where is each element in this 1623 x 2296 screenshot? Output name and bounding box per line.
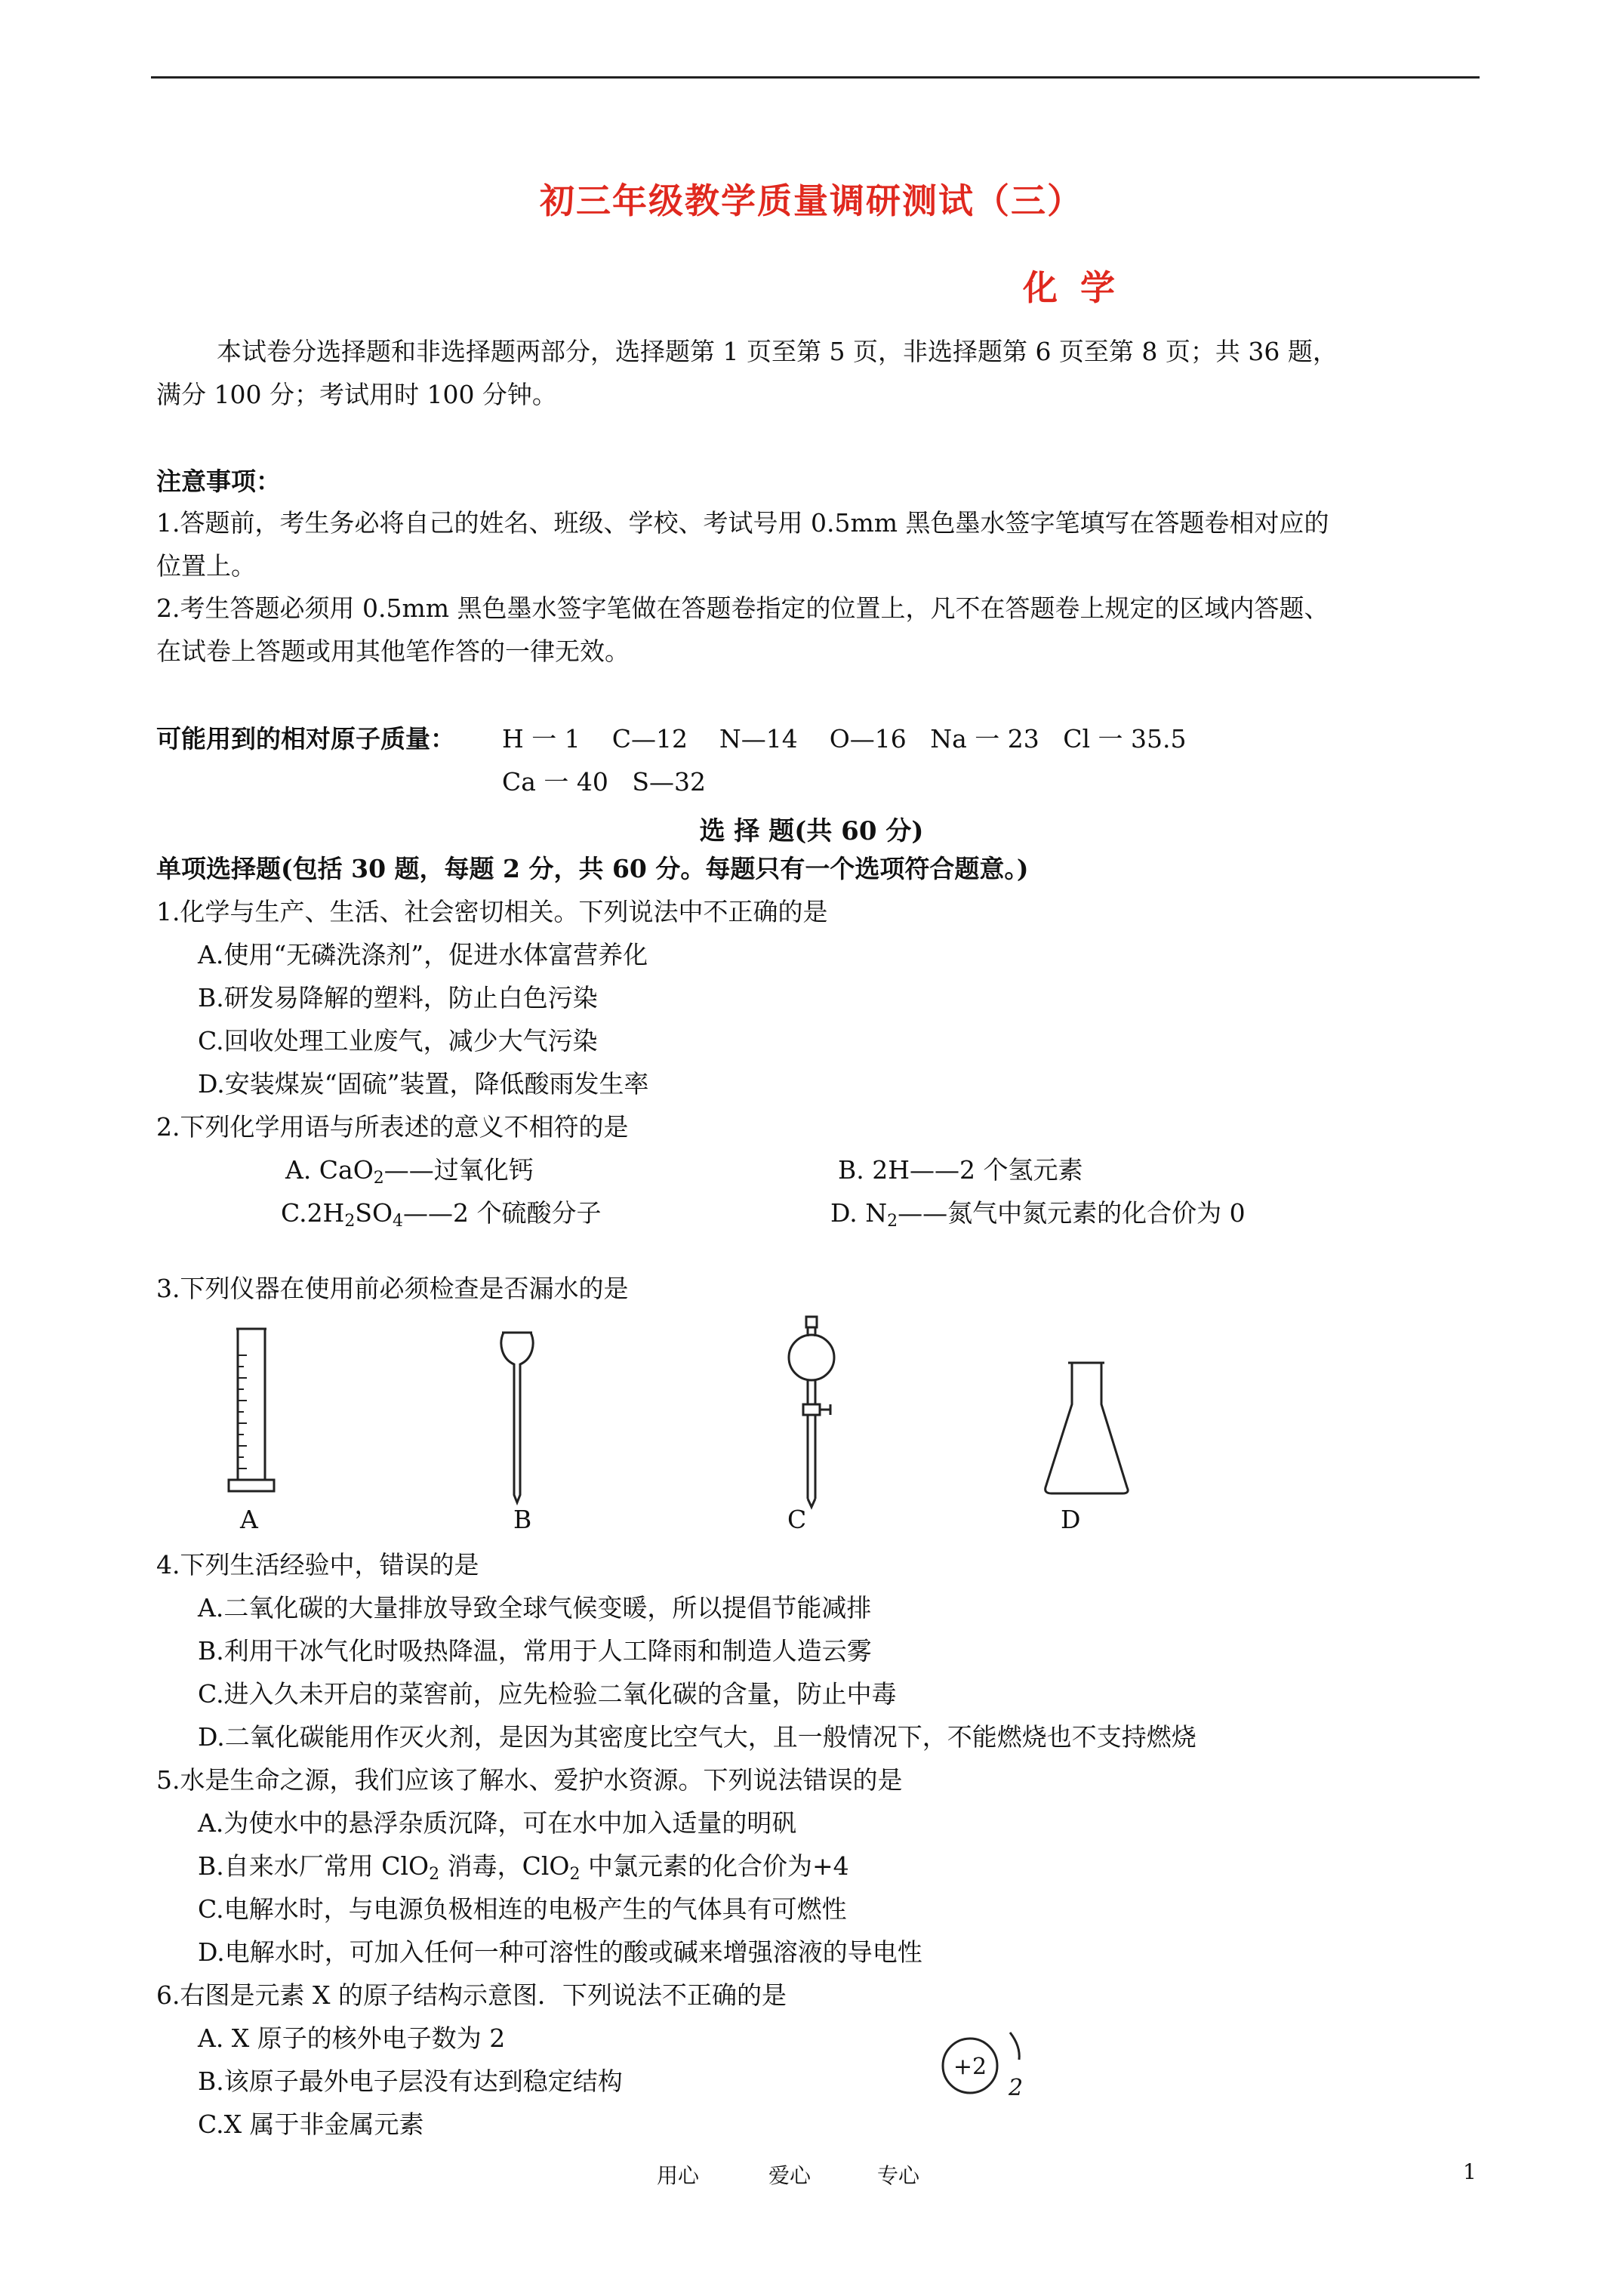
q4-option-c: C.进入久未开启的菜窖前，应先检验二氧化碳的含量，防止中毒 <box>198 1679 897 1709</box>
q2-option-a: A. CaO$_2$——过氧化钙 <box>285 1155 534 1188</box>
footer-text-1: 用心 <box>657 2163 700 2188</box>
note-2-line-2: 在试卷上答题或用其他笔作答的一律无效。 <box>156 636 630 666</box>
q3-label-a: A <box>240 1505 258 1534</box>
exam-title: 初三年级教学质量调研测试（三） <box>540 180 1083 221</box>
graduated-cylinder-icon <box>223 1325 283 1502</box>
atom-structure-diagram <box>936 2023 1042 2106</box>
q6-option-b: B.该原子最外电子层没有达到稳定结构 <box>198 2066 623 2096</box>
q6-option-c: C.X 属于非金属元素 <box>198 2110 424 2139</box>
footer-text-3: 专心 <box>877 2163 920 2188</box>
q4-option-d: D.二氧化碳能用作灭火剂，是因为其密度比空气大，且一般情况下，不能燃烧也不支持燃烧 <box>198 1722 1196 1752</box>
note-1-line-2: 位置上。 <box>156 551 256 581</box>
q4-option-b: B.利用干冰气化时吸热降温，常用于人工降雨和制造人造云雾 <box>198 1636 872 1666</box>
q6-stem: 6.右图是元素 X 的原子结构示意图．下列说法不正确的是 <box>156 1980 787 2010</box>
q3-label-c: C <box>787 1505 807 1534</box>
q4-option-a: A.二氧化碳的大量排放导致全球气候变暖，所以提倡节能减排 <box>198 1593 872 1623</box>
footer-text-2: 爱心 <box>768 2163 812 2188</box>
q3-label-d: D <box>1061 1505 1081 1534</box>
q5-option-c: C.电解水时，与电源负极相连的电极产生的气体具有可燃性 <box>198 1894 847 1924</box>
q6-option-a: A. X 原子的核外电子数为 2 <box>198 2023 506 2053</box>
q3-label-b: B <box>513 1505 532 1534</box>
q5-stem: 5.水是生命之源，我们应该了解水、爱护水资源。下列说法错误的是 <box>156 1765 903 1795</box>
notes-heading: 注意事项： <box>156 467 281 496</box>
q2-stem: 2.下列化学用语与所表述的意义不相符的是 <box>156 1112 629 1142</box>
atom-nucleus-charge: +2 <box>953 2054 987 2080</box>
q2-option-b: B. 2H——2 个氢元素 <box>838 1155 1083 1185</box>
q1-stem: 1.化学与生产、生活、社会密切相关。下列说法中不正确的是 <box>156 897 828 926</box>
q2-option-d: D. $N_2——$氮气中氮元素的化合价为 0 <box>830 1198 1246 1231</box>
separatory-funnel-icon <box>778 1314 845 1510</box>
atomic-mass-line-1: H 一 1 C—12 N—14 O—16 Na 一 23 Cl 一 35.5 <box>502 724 1187 754</box>
q2-option-c: $C.2H_2SO_4——2$ 个硫酸分子 <box>281 1198 602 1231</box>
q1-option-d: D.安装煤炭“固硫”装置，降低酸雨发生率 <box>198 1069 649 1099</box>
q5-option-d: D.电解水时，可加入任何一种可溶性的酸或碱来增强溶液的导电性 <box>198 1937 922 1967</box>
q5-option-b: B.自来水厂常用 ClO$_2$ 消毒，ClO$_2$ 中氯元素的化合价为+4 <box>198 1851 849 1884</box>
atomic-mass-label: 可能用到的相对原子质量： <box>156 724 455 754</box>
q4-stem: 4.下列生活经验中，错误的是 <box>156 1550 479 1579</box>
q5-option-a: A.为使水中的悬浮杂质沉降，可在水中加入适量的明矾 <box>198 1808 797 1838</box>
note-2-line-1: 2.考生答题必须用 0.5mm 黑色墨水签字笔做在答题卷指定的位置上，凡不在答题卷上规定的区域内答题、 <box>156 593 1329 623</box>
note-1-line-1: 1.答题前，考生务必将自己的姓名、班级、学校、考试号用 0.5mm 黑色墨水签字笔填写在答题卷相对应的 <box>156 508 1329 538</box>
atom-shell-electrons: 2 <box>1009 2075 1024 2101</box>
subject-title: 化学 <box>1023 267 1138 308</box>
page-number: 1 <box>1463 2159 1477 2184</box>
funnel-icon <box>494 1325 540 1506</box>
q3-stem: 3.下列仪器在使用前必须检查是否漏水的是 <box>156 1274 629 1303</box>
atomic-mass-line-2: Ca 一 40 S—32 <box>502 767 706 797</box>
q1-option-c: C.回收处理工业废气，减少大气污染 <box>198 1026 598 1056</box>
intro-line-2: 满分 100 分；考试用时 100 分钟。 <box>156 380 557 409</box>
conical-flask-icon <box>1038 1359 1136 1499</box>
intro-line-1: 本试卷分选择题和非选择题两部分，选择题第 1 页至第 5 页，非选择题第 6 页至第 8 页；共 36 题， <box>217 337 1338 366</box>
section-title: 选 择 题(共 60 分) <box>699 816 924 846</box>
header-rule <box>151 76 1480 79</box>
section-instruction: 单项选择题(包括 30 题，每题 2 分，共 60 分。每题只有一个选项符合题意。) <box>156 854 1029 883</box>
q1-option-a: A.使用“无磷洗涤剂”，促进水体富营养化 <box>198 940 648 969</box>
q1-option-b: B.研发易降解的塑料，防止白色污染 <box>198 983 598 1012</box>
